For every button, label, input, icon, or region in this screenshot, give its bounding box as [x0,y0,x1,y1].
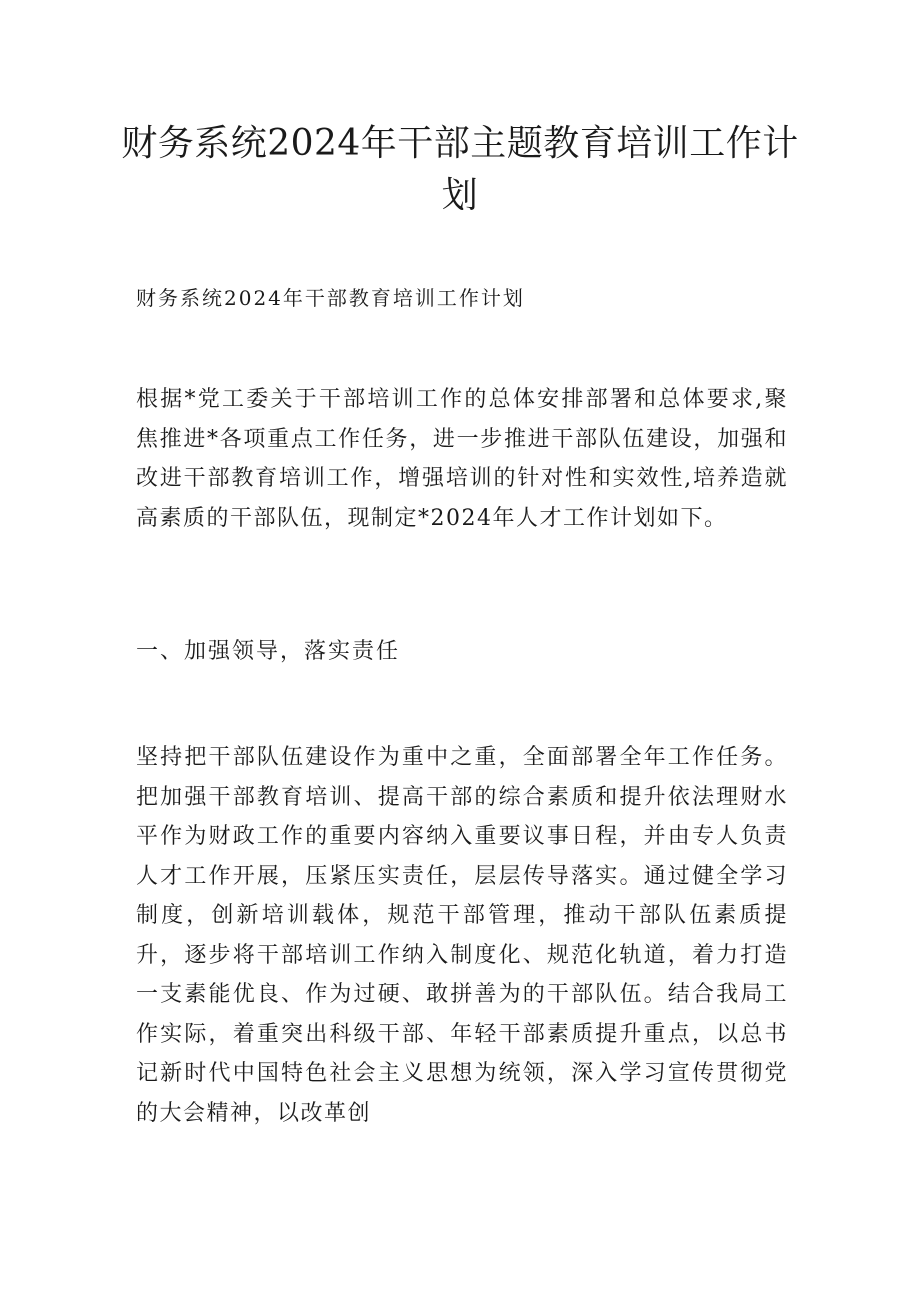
intro-paragraph: 根据*党工委关于干部培训工作的总体安排部署和总体要求,聚焦推进*各项重点工作任务，进一步推进干部队伍建设，加强和改进干部教育培训工作，增强培训的针对性和实效性,培养造就高素质的干部队伍，现制定*2024年人才工作计划如下。 [136,387,788,531]
section-body-paragraph: 坚持把干部队伍建设作为重中之重，全面部署全年工作任务。把加强干部教育培训、提高干部的综合素质和提升依法理财水平作为财政工作的重要内容纳入重要议事日程，并由专人负责人才工作开展，压紧压实责任，层层传导落实。通过健全学习制度，创新培训载体，规范干部管理，推动干部队伍素质提升，逐步将干部培训工作纳入制度化、规范化轨道，着力打造一支素能优良、作为过硬、敢拼善为的干部队伍。结合我局工作实际，着重突出科级干部、年轻干部素质提升重点，以总书记新时代中国特色社会主义思想为统领，深入学习宣传贯彻党的大会精神，以改革创 [136,745,788,1126]
document-subtitle: 财务系统2024年干部教育培训工作计划 [136,286,525,310]
document-title: 财务系统2024年干部主题教育培训工作计划 [121,123,799,216]
section-heading: 一、加强领导，落实责任 [136,639,401,664]
